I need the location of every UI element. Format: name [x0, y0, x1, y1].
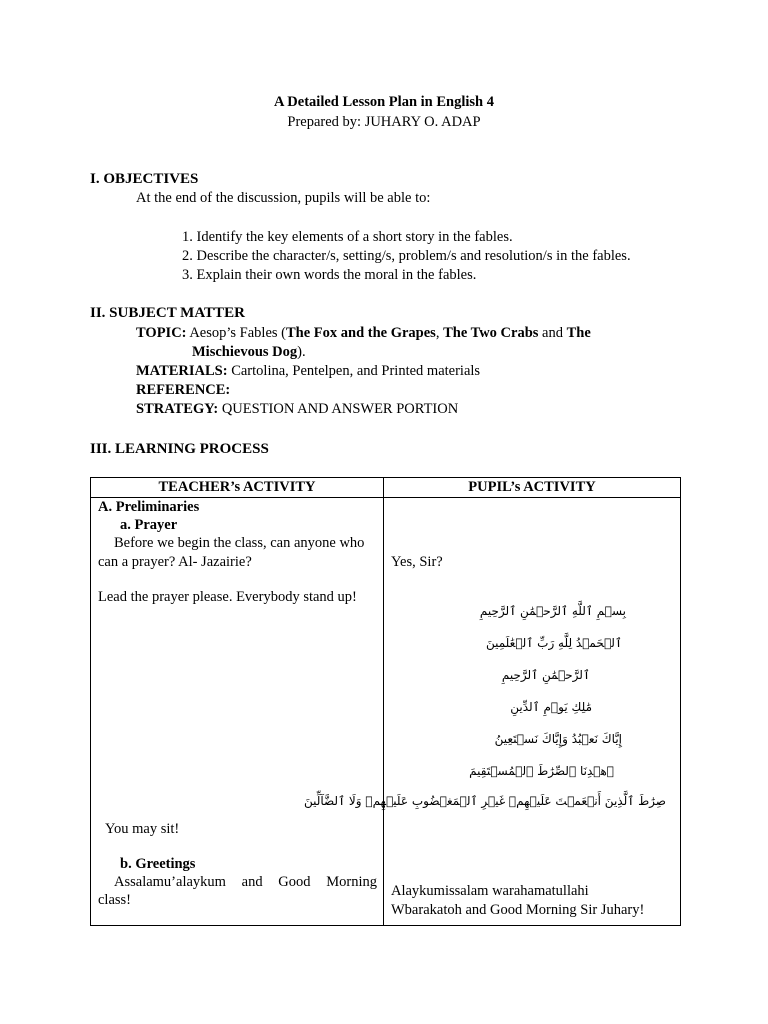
- arabic-verse-4: مَٰلِكِ يَوۡمِ ٱلدِّينِ: [510, 700, 592, 714]
- greetings-heading: b. Greetings: [120, 856, 196, 872]
- materials-label: MATERIALS:: [136, 363, 228, 379]
- topic-line: [136, 325, 591, 342]
- strategy-text: QUESTION AND ANSWER PORTION: [218, 401, 459, 417]
- lead-prayer-instruction: Lead the prayer please. Everybody stand up!: [98, 589, 357, 605]
- topic-story-crabs: The Two Crabs: [443, 325, 539, 341]
- topic-label: TOPIC:: [136, 325, 187, 341]
- subject-matter-heading: II. SUBJECT MATTER: [90, 305, 245, 321]
- topic-text: Aesop’s Fables (: [186, 325, 286, 341]
- preliminaries-heading: A. Preliminaries: [98, 499, 200, 515]
- greeting-line-1: [114, 874, 377, 891]
- strategy-line: [136, 401, 458, 418]
- pupil-response-yes: Yes, Sir?: [391, 554, 443, 570]
- pupil-greeting-line-2: Wbarakatoh and Good Morning Sir Juhary!: [391, 902, 645, 918]
- pupil-greeting-line-1: Alaykumissalam warahamatullahi: [391, 883, 589, 899]
- teacher-activity-cell: [91, 498, 384, 926]
- greeting-word: and: [241, 874, 263, 890]
- prepared-by: Prepared by: JUHARY O. ADAP: [287, 114, 481, 130]
- topic-separator: ,: [435, 325, 444, 341]
- you-may-sit: You may sit!: [105, 821, 180, 837]
- objective-item: 3. Explain their own words the moral in the fables.: [182, 267, 477, 283]
- arabic-verse-1: بِسۡمِ ٱللَّهِ ٱلرَّحۡمَٰنِ ٱلرَّحِيمِ: [479, 604, 626, 618]
- objective-item: 1. Identify the key elements of a short story in the fables.: [182, 229, 513, 245]
- materials-text: Cartolina, Pentelpen, and Printed materials: [227, 363, 481, 379]
- objectives-heading: I. OBJECTIVES: [90, 171, 199, 187]
- document-title: A Detailed Lesson Plan in English 4: [274, 94, 494, 110]
- greeting-word: Assalamu’alaykum: [114, 874, 226, 890]
- topic-separator: and: [538, 325, 567, 341]
- arabic-verse-3: ٱلرَّحۡمَٰنِ ٱلرَّحِيمِ: [501, 668, 590, 682]
- arabic-verse-7: صِرَٰطَ ٱلَّذِينَ أَنۡعَمۡتَ عَلَيۡهِمۡ غَيۡرِ ٱلۡمَغۡضُوبِ عَلَيۡهِمۡ وَلَا ٱلضَّآلِّينَ: [303, 794, 666, 808]
- materials-line: [136, 363, 480, 380]
- reference-label: REFERENCE:: [136, 382, 231, 398]
- arabic-verse-2: ٱلۡحَمۡدُ لِلَّهِ رَبِّ ٱلۡعَٰلَمِينَ: [485, 636, 622, 650]
- prayer-heading: a. Prayer: [120, 517, 178, 533]
- greeting-word: Morning: [326, 874, 377, 890]
- learning-process-heading: III. LEARNING PROCESS: [90, 441, 269, 457]
- teacher-activity-header: TEACHER’s ACTIVITY: [91, 478, 384, 498]
- objectives-intro: At the end of the discussion, pupils will be able to:: [136, 190, 431, 206]
- pupil-activity-header: PUPIL’s ACTIVITY: [384, 478, 681, 498]
- arabic-verse-6: ٱهۡدِنَا ٱلصِّرَٰطَ ٱلۡمُسۡتَقِيمَ: [469, 764, 614, 778]
- arabic-verse-5: إِيَّاكَ نَعۡبُدُ وَإِيَّاكَ نَسۡتَعِينُ: [494, 732, 622, 746]
- topic-story-dog-cont: Mischievous Dog: [192, 344, 298, 360]
- topic-end: ).: [297, 344, 306, 360]
- objective-item: 2. Describe the character/s, setting/s, problem/s and resolution/s in the fables.: [182, 248, 631, 264]
- prayer-question-line-1: Before we begin the class, can anyone who: [114, 535, 365, 551]
- strategy-label: STRATEGY:: [136, 401, 219, 417]
- prayer-question-line-2: can a prayer? Al- Jazairie?: [98, 554, 252, 570]
- greeting-word: Good: [278, 874, 311, 890]
- greeting-line-2: class!: [98, 892, 132, 908]
- topic-story-dog: The: [566, 325, 591, 341]
- pupil-activity-cell: [303, 498, 681, 926]
- topic-line-2: [192, 344, 306, 361]
- topic-story-fox: The Fox and the Grapes: [285, 325, 436, 341]
- learning-process-table: [90, 477, 681, 926]
